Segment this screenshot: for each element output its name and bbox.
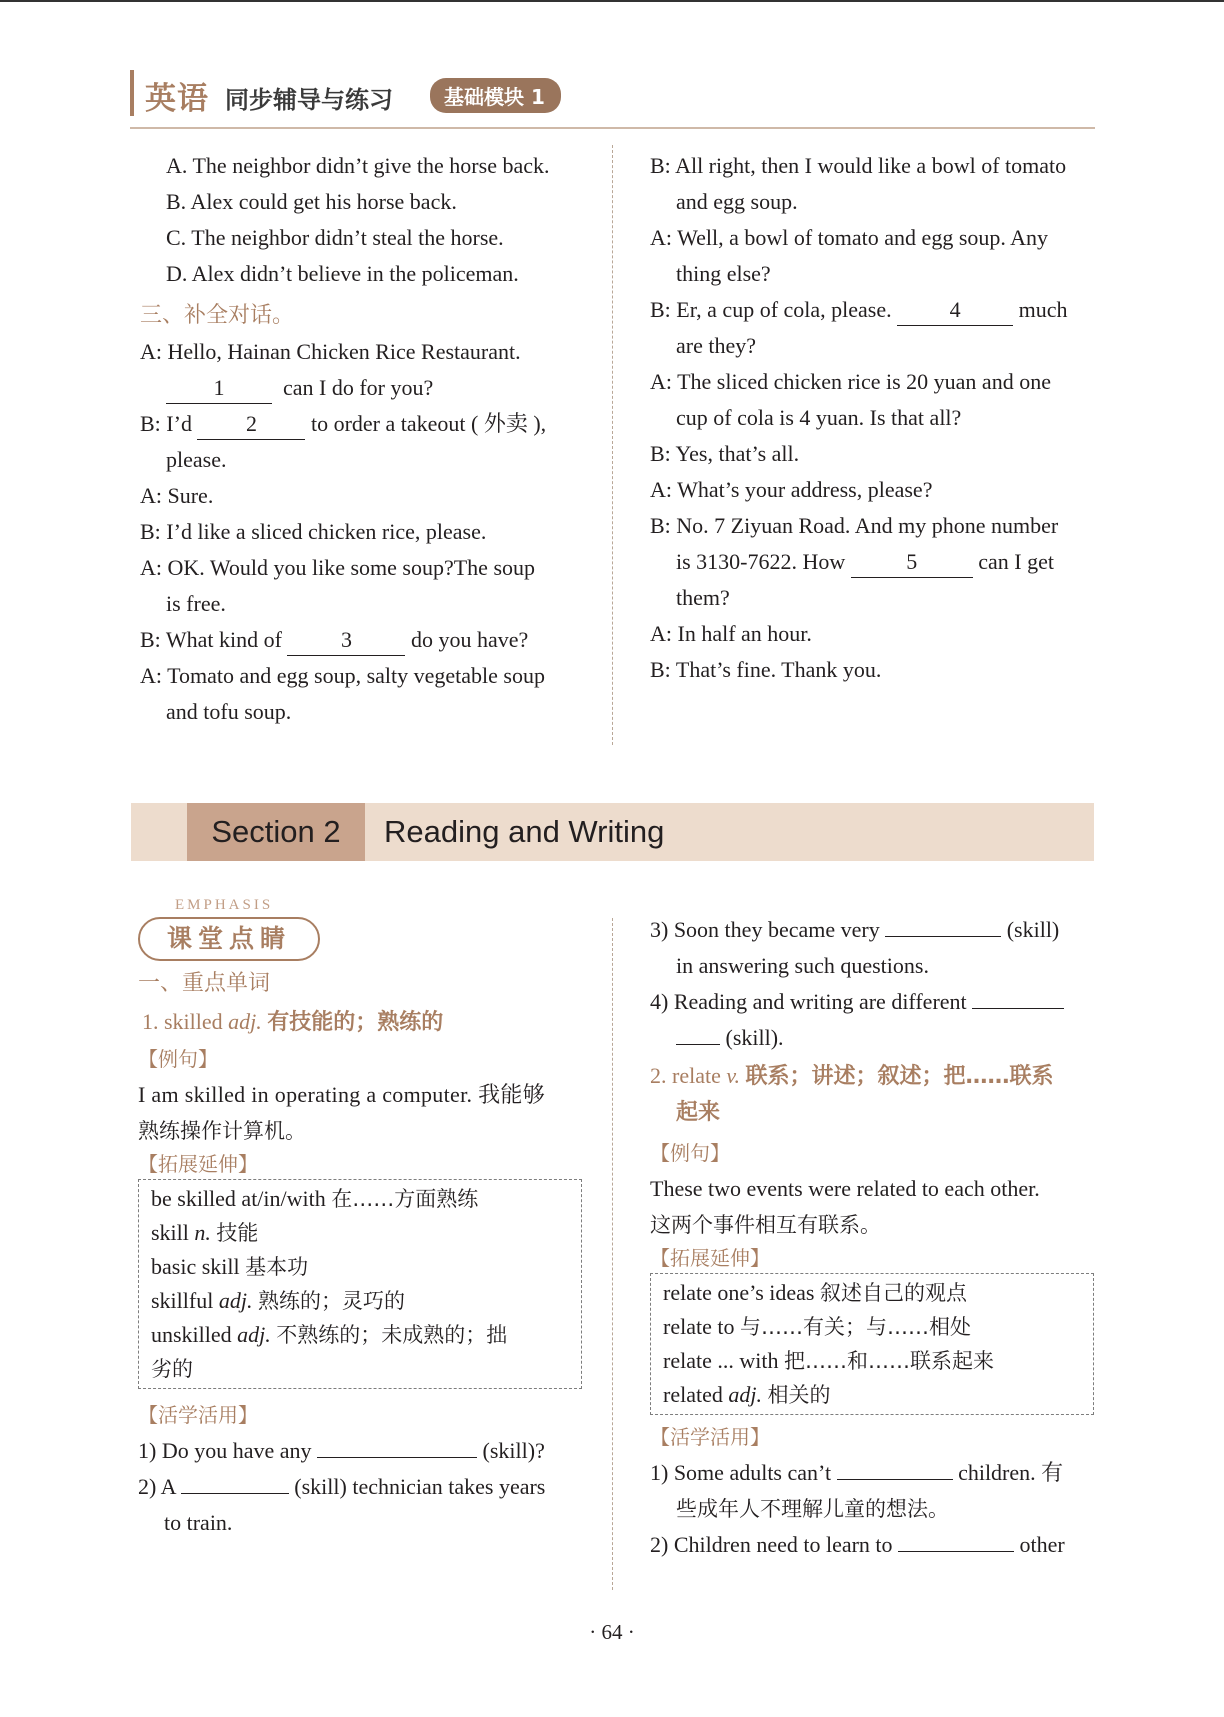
ext-en: relate one’s ideas <box>663 1280 815 1305</box>
example-label: 【例句】 <box>138 1047 218 1071</box>
practice-blank[interactable] <box>898 1551 1014 1552</box>
header-accent-bar <box>130 70 134 116</box>
practice-text: 1) Some adults can’t <box>650 1460 832 1485</box>
practice-blank[interactable] <box>972 1008 1064 1009</box>
word-1-meaning: 有技能的；熟练的 <box>267 1010 444 1035</box>
practice-text: 2) Children need to learn to <box>650 1532 893 1557</box>
ext-en: unskilled <box>151 1322 232 1347</box>
header-book-title: 同步辅导与练习 <box>225 86 393 114</box>
blank-1[interactable]: 1 <box>166 373 272 404</box>
extend-label: 【拓展延伸】 <box>138 1152 258 1176</box>
dialogue-line: them? <box>676 585 730 610</box>
practice-text: to train. <box>164 1510 233 1535</box>
dialogue-line: cup of cola is 4 yuan. Is that all? <box>676 405 962 430</box>
dialogue-line: and tofu soup. <box>166 699 292 724</box>
practice-blank[interactable] <box>885 936 1001 937</box>
top-right-column <box>650 148 1095 688</box>
word-2-title <box>650 1058 1095 1095</box>
ext-en: relate to <box>663 1314 735 1339</box>
dialogue-line: A: OK. Would you like some soup?The soup <box>140 555 536 580</box>
dialogue-line: A: The sliced chicken rice is 20 yuan and one <box>650 369 1051 394</box>
blank-2[interactable]: 2 <box>197 409 305 440</box>
example-translation: 这两个事件相互有联系。 <box>650 1213 881 1237</box>
ext-cn: 在……方面熟练 <box>331 1187 479 1211</box>
practice-text: children. 有 <box>958 1460 1064 1485</box>
ext-cn: 与……有关；与……相处 <box>739 1315 971 1339</box>
practice-blank[interactable] <box>837 1479 953 1480</box>
ext-cn: 不熟练的；未成熟的；拙 <box>276 1323 508 1347</box>
top-left-column <box>140 148 600 730</box>
extend-box <box>650 1273 1094 1415</box>
page-number: · 64 · <box>589 1620 635 1644</box>
dialogue-line: A: Hello, Hainan Chicken Rice Restaurant. <box>140 339 521 364</box>
practice-text: 4) Reading and writing are different <box>650 989 967 1014</box>
extend-box <box>138 1179 582 1389</box>
section-number: Section 2 <box>187 803 365 861</box>
ext-en: basic skill <box>151 1254 240 1279</box>
ext-cn: 技能 <box>216 1221 259 1245</box>
practice-text: 2) A <box>138 1474 176 1499</box>
dialogue-text: B: What kind of <box>140 627 282 652</box>
example-sentence: I am skilled in operating a computer. 我能够 <box>138 1082 545 1107</box>
dialogue-line: B: All right, then I would like a bowl of tomato <box>650 153 1067 178</box>
dialogue-line: please. <box>166 447 227 472</box>
ext-pos: adj. <box>237 1322 271 1347</box>
practice-text: 1) Do you have any <box>138 1438 312 1463</box>
emphasis-label-cn: 课堂点睛 <box>138 917 320 961</box>
ext-cn-tail: 劣的 <box>151 1357 193 1381</box>
option-c: C. The neighbor didn’t steal the horse. <box>166 225 504 250</box>
word-1-pos: adj. <box>228 1009 262 1034</box>
practice-label: 【活学活用】 <box>650 1425 770 1449</box>
ext-pos: adj. <box>728 1382 762 1407</box>
header-module-badge: 基础模块 1 <box>430 78 561 113</box>
extend-label: 【拓展延伸】 <box>650 1246 770 1270</box>
vocab-heading: 一、重点单词 <box>138 971 271 996</box>
ext-pos: adj. <box>218 1288 253 1313</box>
dialogue-line: B: Yes, that’s all. <box>650 441 800 466</box>
book-header <box>130 68 1095 120</box>
word-1-number: 1. skilled <box>142 1009 223 1034</box>
word-1-title <box>138 1004 584 1041</box>
practice-text: other <box>1019 1532 1065 1557</box>
word-2-number: 2. relate <box>650 1063 721 1088</box>
ext-cn: 把……和……联系起来 <box>783 1349 994 1373</box>
top-border-line <box>0 0 1224 2</box>
dialogue-heading: 三、补全对话。 <box>140 303 295 328</box>
dialogue-text: do you have? <box>410 627 529 652</box>
dialogue-text: can I do for you? <box>283 375 434 400</box>
practice-text: (skill). <box>725 1025 784 1050</box>
word-2-meaning: 联系；讲述；叙述；把……联系 <box>745 1064 1054 1089</box>
ext-cn: 相关的 <box>767 1383 831 1407</box>
dialogue-line: A: Tomato and egg soup, salty vegetable soup <box>140 663 545 688</box>
option-b: B. Alex could get his horse back. <box>166 189 457 214</box>
ext-cn: 叙述自己的观点 <box>820 1281 967 1305</box>
ext-cn: 基本功 <box>245 1255 309 1279</box>
example-sentence: These two events were related to each other. <box>650 1176 1040 1201</box>
example-translation: 熟练操作计算机。 <box>138 1119 306 1143</box>
dialogue-line: is free. <box>166 591 226 616</box>
practice-text: (skill) <box>1006 917 1060 942</box>
example-label: 【例句】 <box>650 1141 730 1165</box>
dialogue-line: B: That’s fine. Thank you. <box>650 657 882 682</box>
dialogue-line: thing else? <box>676 261 771 286</box>
practice-blank[interactable] <box>676 1044 720 1045</box>
practice-label: 【活学活用】 <box>138 1403 258 1427</box>
dialogue-line: A: What’s your address, please? <box>650 477 933 502</box>
emphasis-label-en: EMPHASIS <box>175 897 274 913</box>
blank-5[interactable]: 5 <box>851 547 973 578</box>
dialogue-line: A: In half an hour. <box>650 621 812 646</box>
practice-blank[interactable] <box>317 1457 477 1458</box>
practice-text: (skill) technician takes years <box>294 1474 546 1499</box>
dialogue-text: B: Er, a cup of cola, please. <box>650 297 892 322</box>
ext-en: be skilled at/in/with <box>151 1186 326 1211</box>
ext-en: related <box>663 1382 723 1407</box>
dialogue-line: and egg soup. <box>676 189 798 214</box>
dialogue-line: A: Well, a bowl of tomato and egg soup. Any <box>650 225 1049 250</box>
dialogue-line: are they? <box>676 333 756 358</box>
word-2-meaning-cont: 起来 <box>676 1100 721 1125</box>
header-rule <box>130 127 1095 129</box>
dialogue-text: can I get <box>978 549 1055 574</box>
ext-cn: 熟练的；灵巧的 <box>257 1289 405 1313</box>
ext-en: skillful <box>151 1288 214 1313</box>
option-d: D. Alex didn’t believe in the policeman. <box>166 261 519 286</box>
bottom-right-column <box>650 912 1095 1563</box>
ext-en: relate ... with <box>663 1348 779 1373</box>
dialogue-text: to order a takeout ( 外卖 ), <box>310 411 547 436</box>
dialogue-text: much <box>1018 297 1068 322</box>
practice-text: in answering such questions. <box>676 953 929 978</box>
blank-3[interactable]: 3 <box>287 625 405 656</box>
column-divider-top <box>612 145 613 745</box>
dialogue-text: B: I’d <box>140 411 192 436</box>
dialogue-line: A: Sure. <box>140 483 214 508</box>
dialogue-line: B: No. 7 Ziyuan Road. And my phone number <box>650 513 1059 538</box>
practice-translation: 些成年人不理解儿童的想法。 <box>676 1497 949 1521</box>
dialogue-text: is 3130-7622. How <box>676 549 846 574</box>
header-subject: 英语 <box>145 81 209 117</box>
dialogue-line: B: I’d like a sliced chicken rice, please. <box>140 519 487 544</box>
bottom-left-column <box>138 966 584 1541</box>
ext-pos: n. <box>194 1220 211 1245</box>
practice-text: 3) Soon they became very <box>650 917 880 942</box>
practice-blank[interactable] <box>181 1493 289 1494</box>
word-2-pos: v. <box>726 1063 740 1088</box>
practice-text: (skill)? <box>482 1438 545 1463</box>
column-divider-bottom <box>612 918 613 1590</box>
section-title: Reading and Writing <box>384 814 665 849</box>
ext-en: skill <box>151 1220 189 1245</box>
blank-4[interactable]: 4 <box>897 295 1013 326</box>
option-a: A. The neighbor didn’t give the horse back. <box>166 153 550 178</box>
